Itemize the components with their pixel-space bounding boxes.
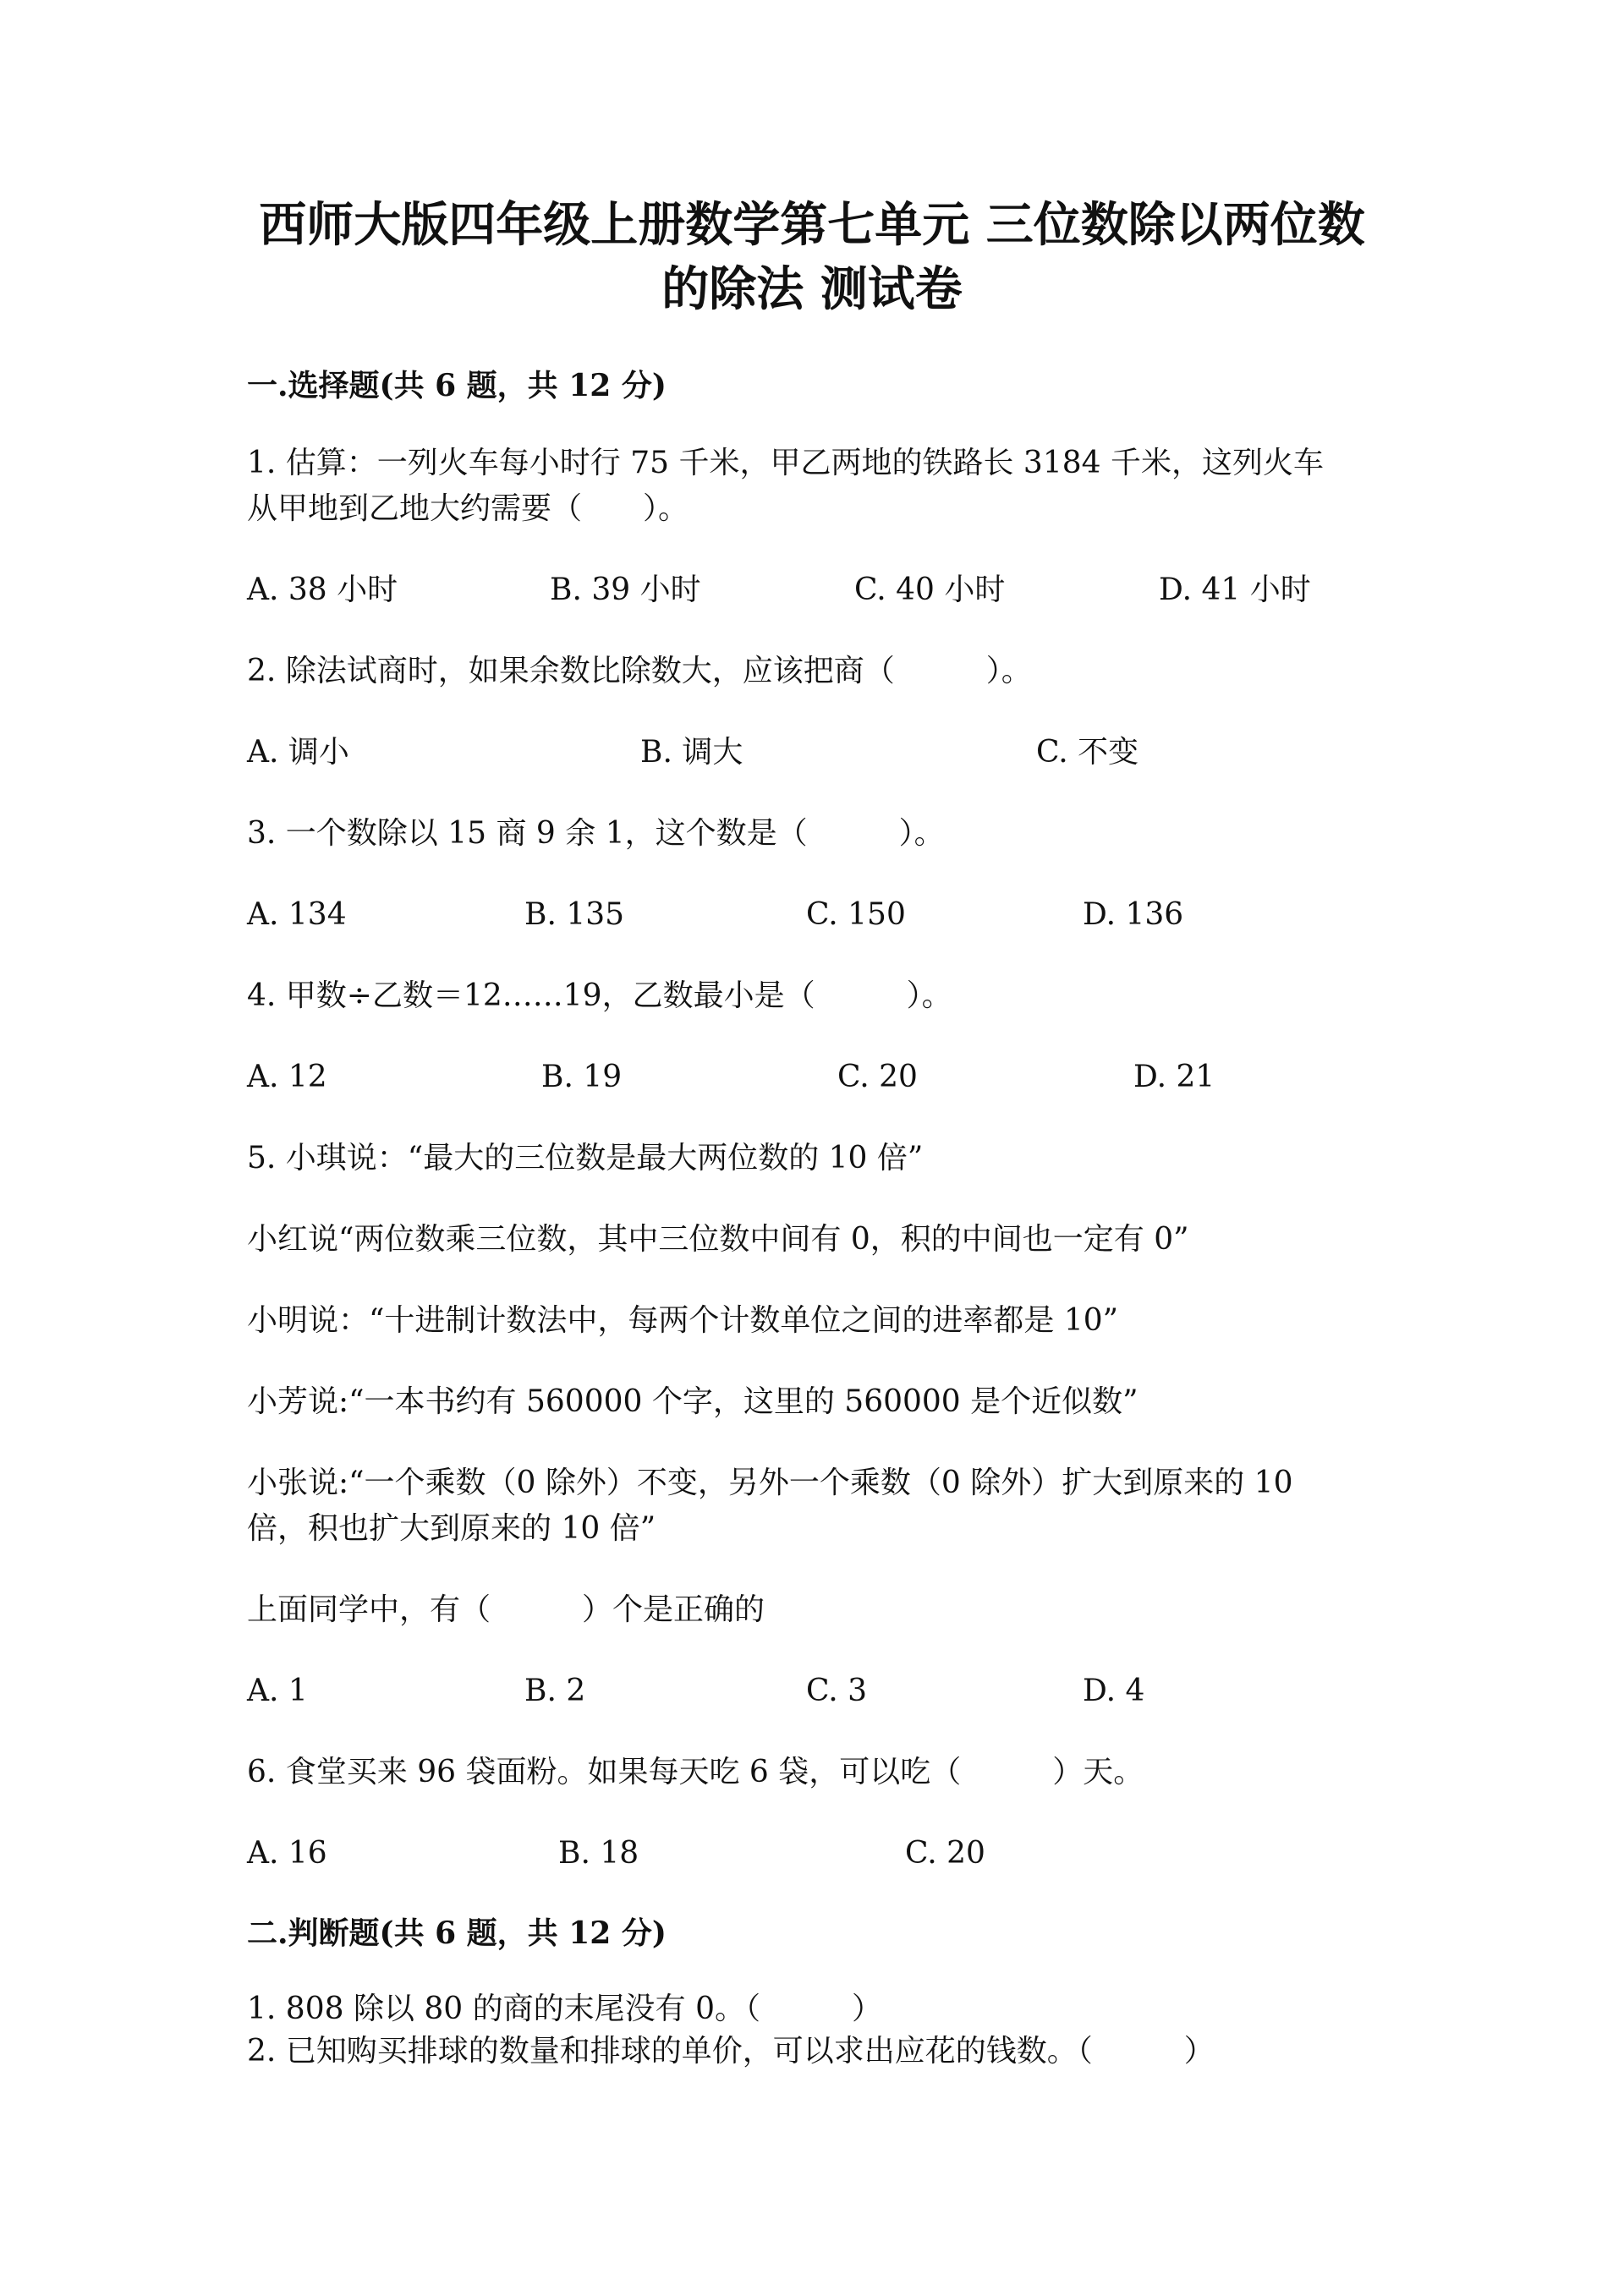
question-4-option-c: C. 20 [837, 1060, 918, 1094]
question-6-option-b: B. 18 [558, 1836, 639, 1871]
question-5-line-6: 倍，积也扩大到原来的 10 倍” [247, 1511, 656, 1546]
judgment-question-1: 1. 808 除以 80 的商的末尾没有 0。（ ） [247, 1992, 882, 2026]
question-5-line-1: 5. 小琪说：“最大的三位数是最大两位数的 10 倍” [247, 1141, 924, 1175]
question-2-option-a: A. 调小 [247, 735, 349, 770]
question-5-option-a: A. 1 [247, 1674, 308, 1708]
question-6-option-a: A. 16 [247, 1836, 327, 1871]
question-5-line-2: 小红说“两位数乘三位数，其中三位数中间有 0，积的中间也一定有 0” [247, 1222, 1189, 1257]
question-1-option-c: C. 40 小时 [854, 573, 1006, 607]
question-6-option-c: C. 20 [905, 1836, 985, 1871]
question-2-option-c: C. 不变 [1036, 735, 1139, 770]
section-heading-judgment: 二.判断题(共 6 题，共 12 分) [247, 1915, 667, 1951]
question-5-option-d: D. 4 [1083, 1674, 1145, 1708]
question-1-option-b: B. 39 小时 [550, 573, 701, 607]
question-3-option-c: C. 150 [806, 897, 906, 932]
question-2-option-b: B. 调大 [640, 735, 743, 770]
question-3-option-d: D. 136 [1083, 897, 1184, 932]
question-2: 2. 除法试商时，如果余数比除数大，应该把商（ ）。 [247, 654, 1032, 688]
judgment-question-2: 2. 已知购买排球的数量和排球的单价，可以求出应花的钱数。（ ） [247, 2034, 1215, 2069]
question-1-option-d: D. 41 小时 [1159, 573, 1311, 607]
question-1-line-2: 从甲地到乙地大约需要（ ）。 [247, 491, 689, 526]
question-5-line-7: 上面同学中，有（ ）个是正确的 [247, 1592, 765, 1627]
section-heading-choice: 一.选择题(共 6 题，共 12 分) [247, 368, 667, 403]
question-4-option-b: B. 19 [541, 1060, 623, 1094]
question-5-option-c: C. 3 [806, 1674, 868, 1708]
question-5-line-3: 小明说：“十进制计数法中，每两个计数单位之间的进率都是 10” [247, 1303, 1119, 1338]
question-5-line-4: 小芳说:“一本书约有 560000 个字，这里的 560000 是个近似数” [247, 1384, 1138, 1419]
question-6: 6. 食堂买来 96 袋面粉。如果每天吃 6 袋，可以吃（ ）天。 [247, 1755, 1144, 1789]
question-3: 3. 一个数除以 15 商 9 余 1，这个数是（ ）。 [247, 816, 945, 851]
page-title: 西师大版四年级上册数学第七单元 三位数除以两位数的除法 测试卷 [259, 197, 1365, 317]
question-1-option-a: A. 38 小时 [247, 573, 398, 607]
question-5-line-5: 小张说:“一个乘数（0 除外）不变，另外一个乘数（0 除外）扩大到原来的 10 [247, 1466, 1293, 1500]
question-4: 4. 甲数÷乙数＝12……19，乙数最小是（ ）。 [247, 978, 952, 1013]
question-3-option-a: A. 134 [247, 897, 347, 932]
question-1-line-1: 1. 估算：一列火车每小时行 75 千米，甲乙两地的铁路长 3184 千米，这列火车 [247, 446, 1324, 480]
question-4-option-d: D. 21 [1133, 1060, 1215, 1094]
question-3-option-b: B. 135 [524, 897, 625, 932]
question-5-option-b: B. 2 [524, 1674, 586, 1708]
question-4-option-a: A. 12 [247, 1060, 327, 1094]
